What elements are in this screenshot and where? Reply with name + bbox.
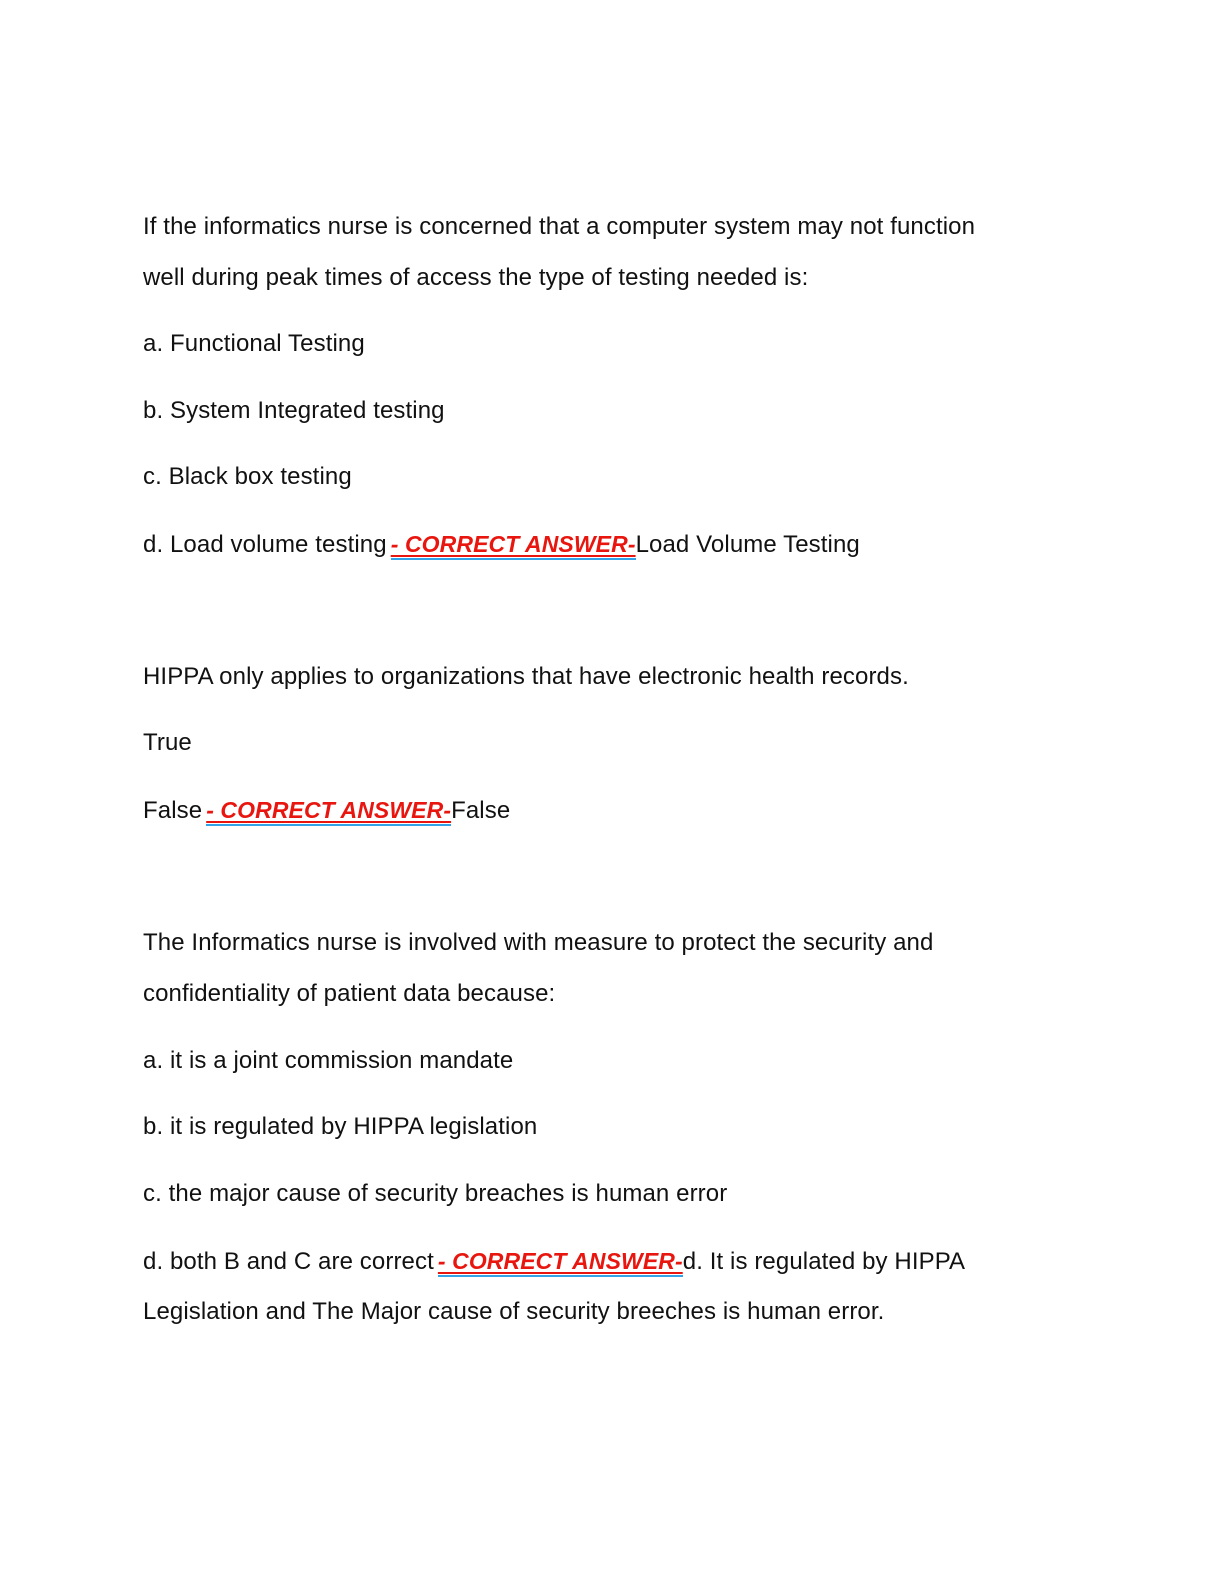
q1-stem-line2: well during peak times of access the type of testing needed is: — [143, 264, 809, 291]
q1-option-a: a. Functional Testing — [143, 330, 365, 357]
q2-stem: HIPPA only applies to organizations that have electronic health records. — [143, 663, 909, 690]
q3-option-d: d. both B and C are correct — [143, 1248, 434, 1275]
q3-option-d-row — [143, 1246, 965, 1277]
q3-option-b: b. it is regulated by HIPPA legislation — [143, 1113, 538, 1140]
q1-option-b: b. System Integrated testing — [143, 397, 445, 424]
q2-answer: False — [451, 797, 511, 824]
q1-answer: Load Volume Testing — [635, 531, 860, 558]
q3-stem-line1: The Informatics nurse is involved with measure to protect the security and — [143, 929, 934, 956]
q2-option-false: False — [143, 797, 203, 824]
q3-answer-line1: d. It is regulated by HIPPA — [682, 1248, 966, 1275]
q1-option-d: d. Load volume testing — [143, 531, 387, 558]
q1-correct-answer-marker: - CORRECT ANSWER- — [391, 531, 636, 560]
q1-stem-line1: If the informatics nurse is concerned that a computer system may not function — [143, 213, 976, 240]
q1-option-d-row — [143, 529, 860, 560]
q3-stem-line2: confidentiality of patient data because: — [143, 980, 556, 1007]
q3-answer-line2: Legislation and The Major cause of security breeches is human error. — [143, 1298, 885, 1325]
q2-correct-answer-marker: - CORRECT ANSWER- — [206, 797, 451, 826]
q1-option-c: c. Black box testing — [143, 463, 352, 490]
q3-correct-answer-marker: - CORRECT ANSWER- — [438, 1248, 683, 1277]
q3-option-c: c. the major cause of security breaches is human error — [143, 1180, 728, 1207]
q3-option-a: a. it is a joint commission mandate — [143, 1047, 514, 1074]
q2-option-false-row — [143, 795, 510, 826]
q2-option-true: True — [143, 729, 192, 756]
